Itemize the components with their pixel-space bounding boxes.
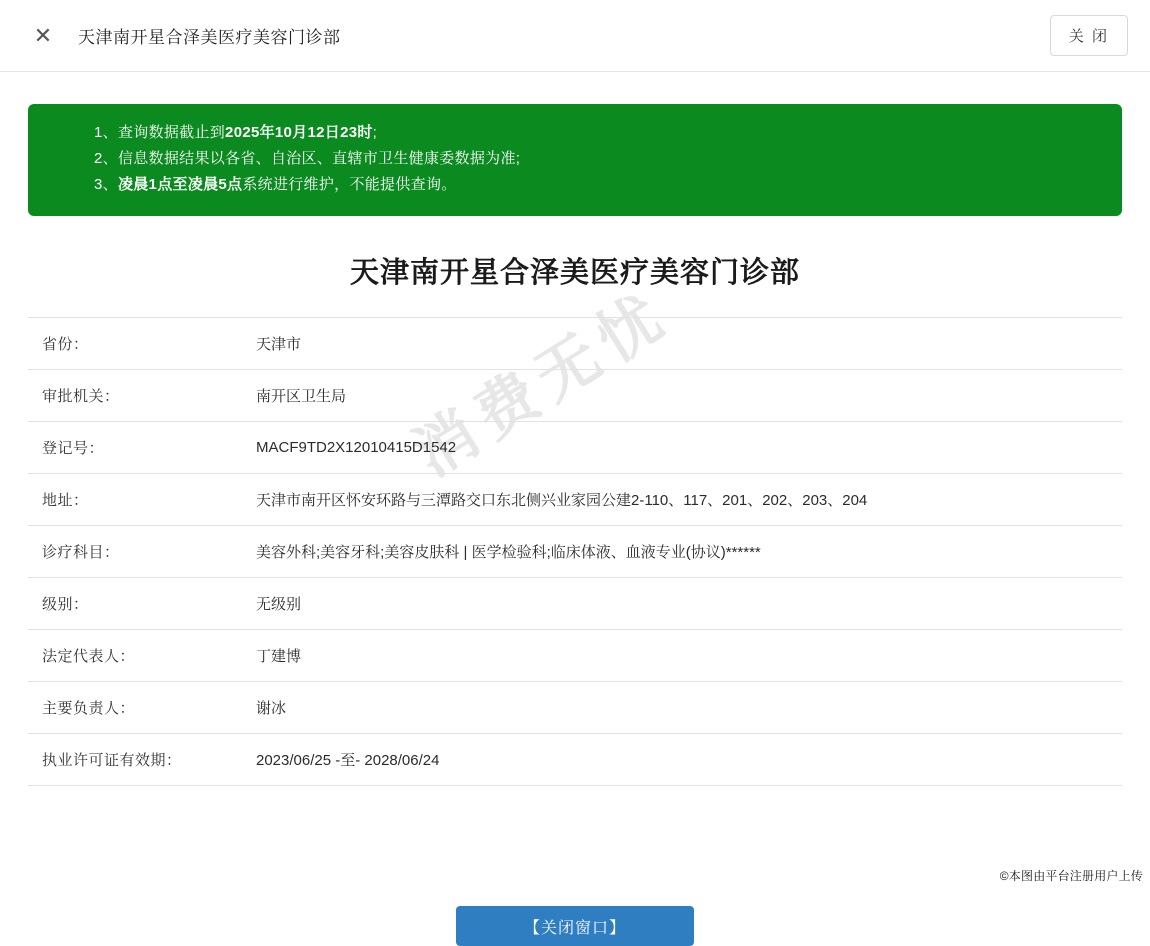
row-label: 诊疗科目： [42, 544, 120, 561]
row-label: 法定代表人： [42, 648, 136, 665]
notice-list [28, 120, 1122, 198]
close-icon[interactable]: ✕ [33, 22, 53, 48]
page-content [0, 104, 1150, 946]
table-row [28, 734, 1122, 786]
row-value: 美容外科;美容牙科;美容皮肤科 | 医学检验科;临床体液、血液专业(协议)****** [256, 544, 761, 561]
row-value: 无级别 [256, 596, 302, 613]
window-title: 天津南开星合泽美医疗美容门诊部 [78, 28, 341, 47]
row-label: 执业许可证有效期： [42, 752, 182, 769]
upload-credit-note: ©本图由平台注册用户上传 [997, 866, 1146, 885]
window-titlebar [0, 0, 1150, 72]
row-value: 丁建博 [256, 648, 302, 665]
notice-item-2: 2、信息数据结果以各省、自治区、直辖市卫生健康委数据为准; [94, 150, 521, 167]
table-row [28, 422, 1122, 474]
notice-banner [28, 104, 1122, 216]
page-title: 天津南开星合泽美医疗美容门诊部 [349, 257, 800, 289]
table-row [28, 526, 1122, 578]
table-row [28, 318, 1122, 370]
table-row [28, 630, 1122, 682]
notice-item-1: 1、查询数据截止到2025年10月12日23时; [94, 124, 378, 141]
row-label: 省份： [42, 336, 89, 353]
watermark-text: 消费无忧 [401, 279, 683, 491]
row-value: MACF9TD2X12010415D1542 [256, 439, 457, 456]
row-value: 天津市南开区怀安环路与三潭路交口东北侧兴业家园公建2-110、117、201、202、203、204 [256, 492, 868, 509]
row-label: 地址： [42, 492, 89, 509]
row-value: 谢冰 [256, 700, 287, 717]
table-row [28, 682, 1122, 734]
row-label: 级别： [42, 596, 89, 613]
row-label: 登记号： [42, 440, 105, 457]
row-value: 南开区卫生局 [256, 388, 347, 405]
table-row [28, 474, 1122, 526]
footer [28, 906, 1122, 946]
row-value: 2023/06/25 -至- 2028/06/24 [256, 752, 440, 769]
institution-info-table [28, 317, 1122, 786]
table-row [28, 370, 1122, 422]
row-label: 审批机关： [42, 388, 120, 405]
close-window-button[interactable]: 【关闭窗口】 [456, 906, 694, 946]
notice-item-3: 3、凌晨1点至凌晨5点系统进行维护，不能提供查询。 [94, 176, 457, 193]
close-button[interactable]: 关 闭 [1050, 15, 1128, 56]
row-label: 主要负责人： [42, 700, 136, 717]
table-row [28, 578, 1122, 630]
row-value: 天津市 [256, 336, 302, 353]
